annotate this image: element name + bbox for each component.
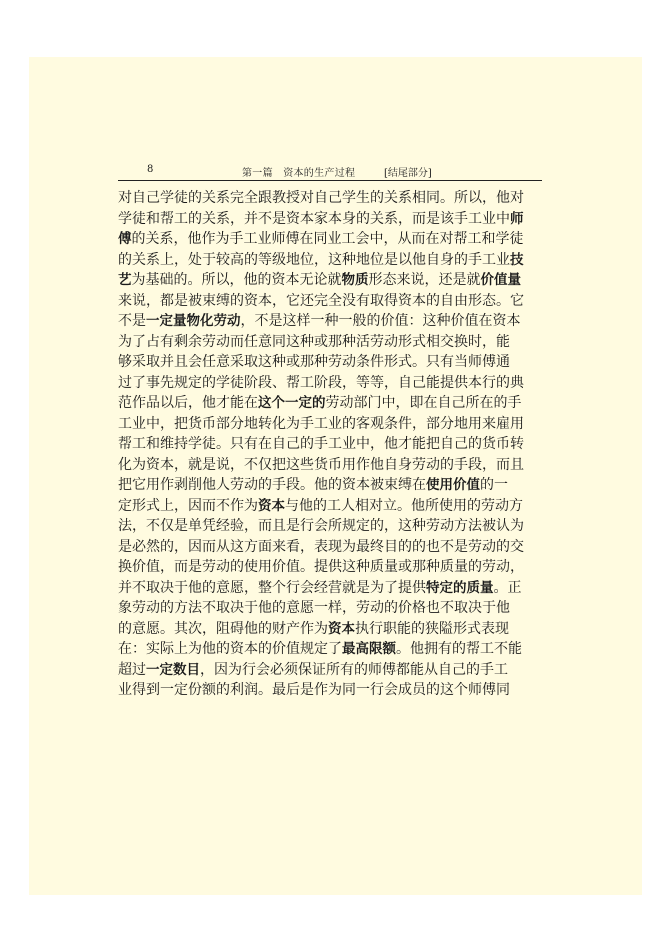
page-number: 8 [147, 164, 154, 175]
text-line [118, 291, 542, 312]
text-line [118, 557, 542, 578]
text-line [118, 680, 542, 701]
text-line [118, 455, 542, 476]
emphasis-text: 最高限额 [342, 641, 396, 657]
text-run: 化为资本，就是说，不仅把这些货币用作他自身劳动的手段，而且 [118, 456, 524, 473]
text-run: 够采取并且会任意采取这种或那种劳动条件形式。只有当师傅通 [118, 354, 510, 370]
emphasis-text: 艺 [118, 272, 132, 288]
running-header [118, 163, 542, 181]
emphasis-text: 物质 [341, 272, 369, 288]
text-line [118, 270, 542, 291]
text-run: 。他拥有的帮工不能 [396, 641, 522, 657]
emphasis-text: 一定数目 [146, 661, 200, 678]
text-run: 换价值，而是劳动的使用价值。提供这种质量或那种质量的劳动， [118, 559, 524, 575]
text-run: 的关系，他作为手工业师傅在同业工会中，从而在对帮工和学徒 [131, 231, 524, 247]
emphasis-text: 这个一定的 [258, 395, 326, 411]
emphasis-text: 师 [510, 210, 524, 227]
text-run: 来说，都是被束缚的资本，它还完全没有取得资本的自由形态。它 [118, 292, 524, 309]
text-run: 为基础的。所以，他的资本无论就 [131, 272, 342, 288]
text-line [118, 414, 542, 435]
text-run: 帮工和维持学徒。只有在自己的手工业中，他才能把自己的货币转 [118, 436, 524, 452]
text-line [118, 393, 542, 414]
text-run: 的意愿。其次，阻碍他的财产作为 [118, 620, 328, 637]
text-line [118, 209, 542, 230]
text-run: 不是 [118, 313, 146, 329]
body-text [118, 188, 542, 701]
text-run: 学徒和帮工的关系，并不是资本家本身的关系，而是该手工业中 [118, 210, 510, 227]
text-line [118, 229, 542, 250]
emphasis-text: 使用价值 [426, 477, 480, 493]
text-line [118, 639, 542, 660]
text-run: 定形式上，因而不作为 [118, 497, 258, 514]
text-run: 工业中，把货币部分地转化为手工业的客观条件，部分地用来雇用 [118, 415, 524, 432]
emphasis-text: 傅 [118, 231, 132, 247]
text-run: 并不取决于他的意愿，整个行会经营就是为了提供 [118, 579, 426, 596]
emphasis-text: 价值量 [480, 272, 521, 288]
text-line [118, 373, 542, 394]
text-run: 形态来说，还是就 [368, 272, 481, 288]
text-run: 与他的工人相对立。他所使用的劳动方 [285, 497, 523, 514]
emphasis-text: 一定量物化劳动 [146, 313, 241, 329]
text-line [118, 516, 542, 537]
text-run: 法，不仅是单凭经验，而且是行会所规定的，这种劳动方法被认为 [118, 518, 524, 534]
text-run: 范作品以后，他才能在 [118, 395, 258, 411]
text-line [118, 352, 542, 373]
text-run: 业得到一定份额的利润。最后是作为同一行会成员的这个师傅同 [118, 682, 510, 698]
text-run: ，因为行会必须保证所有的师傅都能从自己的手工 [200, 661, 508, 678]
text-line [118, 660, 542, 681]
text-run: 的一 [480, 477, 508, 493]
emphasis-text: 特定的质量 [426, 579, 494, 596]
text-run: 象劳动的方法不取决于他的意愿一样，劳动的价格也不取决于他 [118, 600, 510, 616]
text-line [118, 578, 542, 599]
emphasis-text: 资本 [258, 497, 285, 514]
text-line [118, 332, 542, 353]
text-run: 为了占有剩余劳动而任意同这种或那种活劳动形式相交换时，能 [118, 333, 510, 350]
text-run: ，不是这样一种一般的价值：这种价值在资本 [240, 313, 521, 329]
text-run: 执行职能的狭隘形式表现 [355, 620, 509, 637]
emphasis-text: 技 [510, 251, 524, 268]
text-run: 对自己学徒的关系完全跟教授对自己学生的关系相同。所以，他对 [118, 190, 524, 206]
text-run: 把它用作剥削他人劳动的手段。他的资本被束缚在 [118, 477, 426, 493]
text-line [118, 311, 542, 332]
text-line [118, 619, 542, 640]
text-run: 的关系上，处于较高的等级地位，这种地位是以他自身的手工业 [118, 251, 510, 268]
text-run: 在：实际上为他的资本的价值规定了 [118, 641, 342, 657]
text-run: 。正 [493, 579, 522, 596]
text-run: 超过 [118, 661, 146, 678]
text-line [118, 188, 542, 209]
text-run: 是必然的，因而从这方面来看，表现为最终目的的也不是劳动的交 [118, 538, 524, 555]
text-run: 劳动部门中，即在自己所在的手 [325, 395, 522, 411]
text-line [118, 537, 542, 558]
emphasis-text: 资本 [328, 620, 355, 637]
text-line [118, 496, 542, 517]
section-label: [结尾部分] [384, 168, 432, 179]
text-run: 过了事先规定的学徒阶段、帮工阶段，等等，自己能提供本行的典 [118, 374, 524, 391]
text-line [118, 434, 542, 455]
text-line [118, 598, 542, 619]
part-title: 第一篇 资本的生产过程 [242, 168, 356, 179]
text-line [118, 475, 542, 496]
text-line [118, 250, 542, 271]
